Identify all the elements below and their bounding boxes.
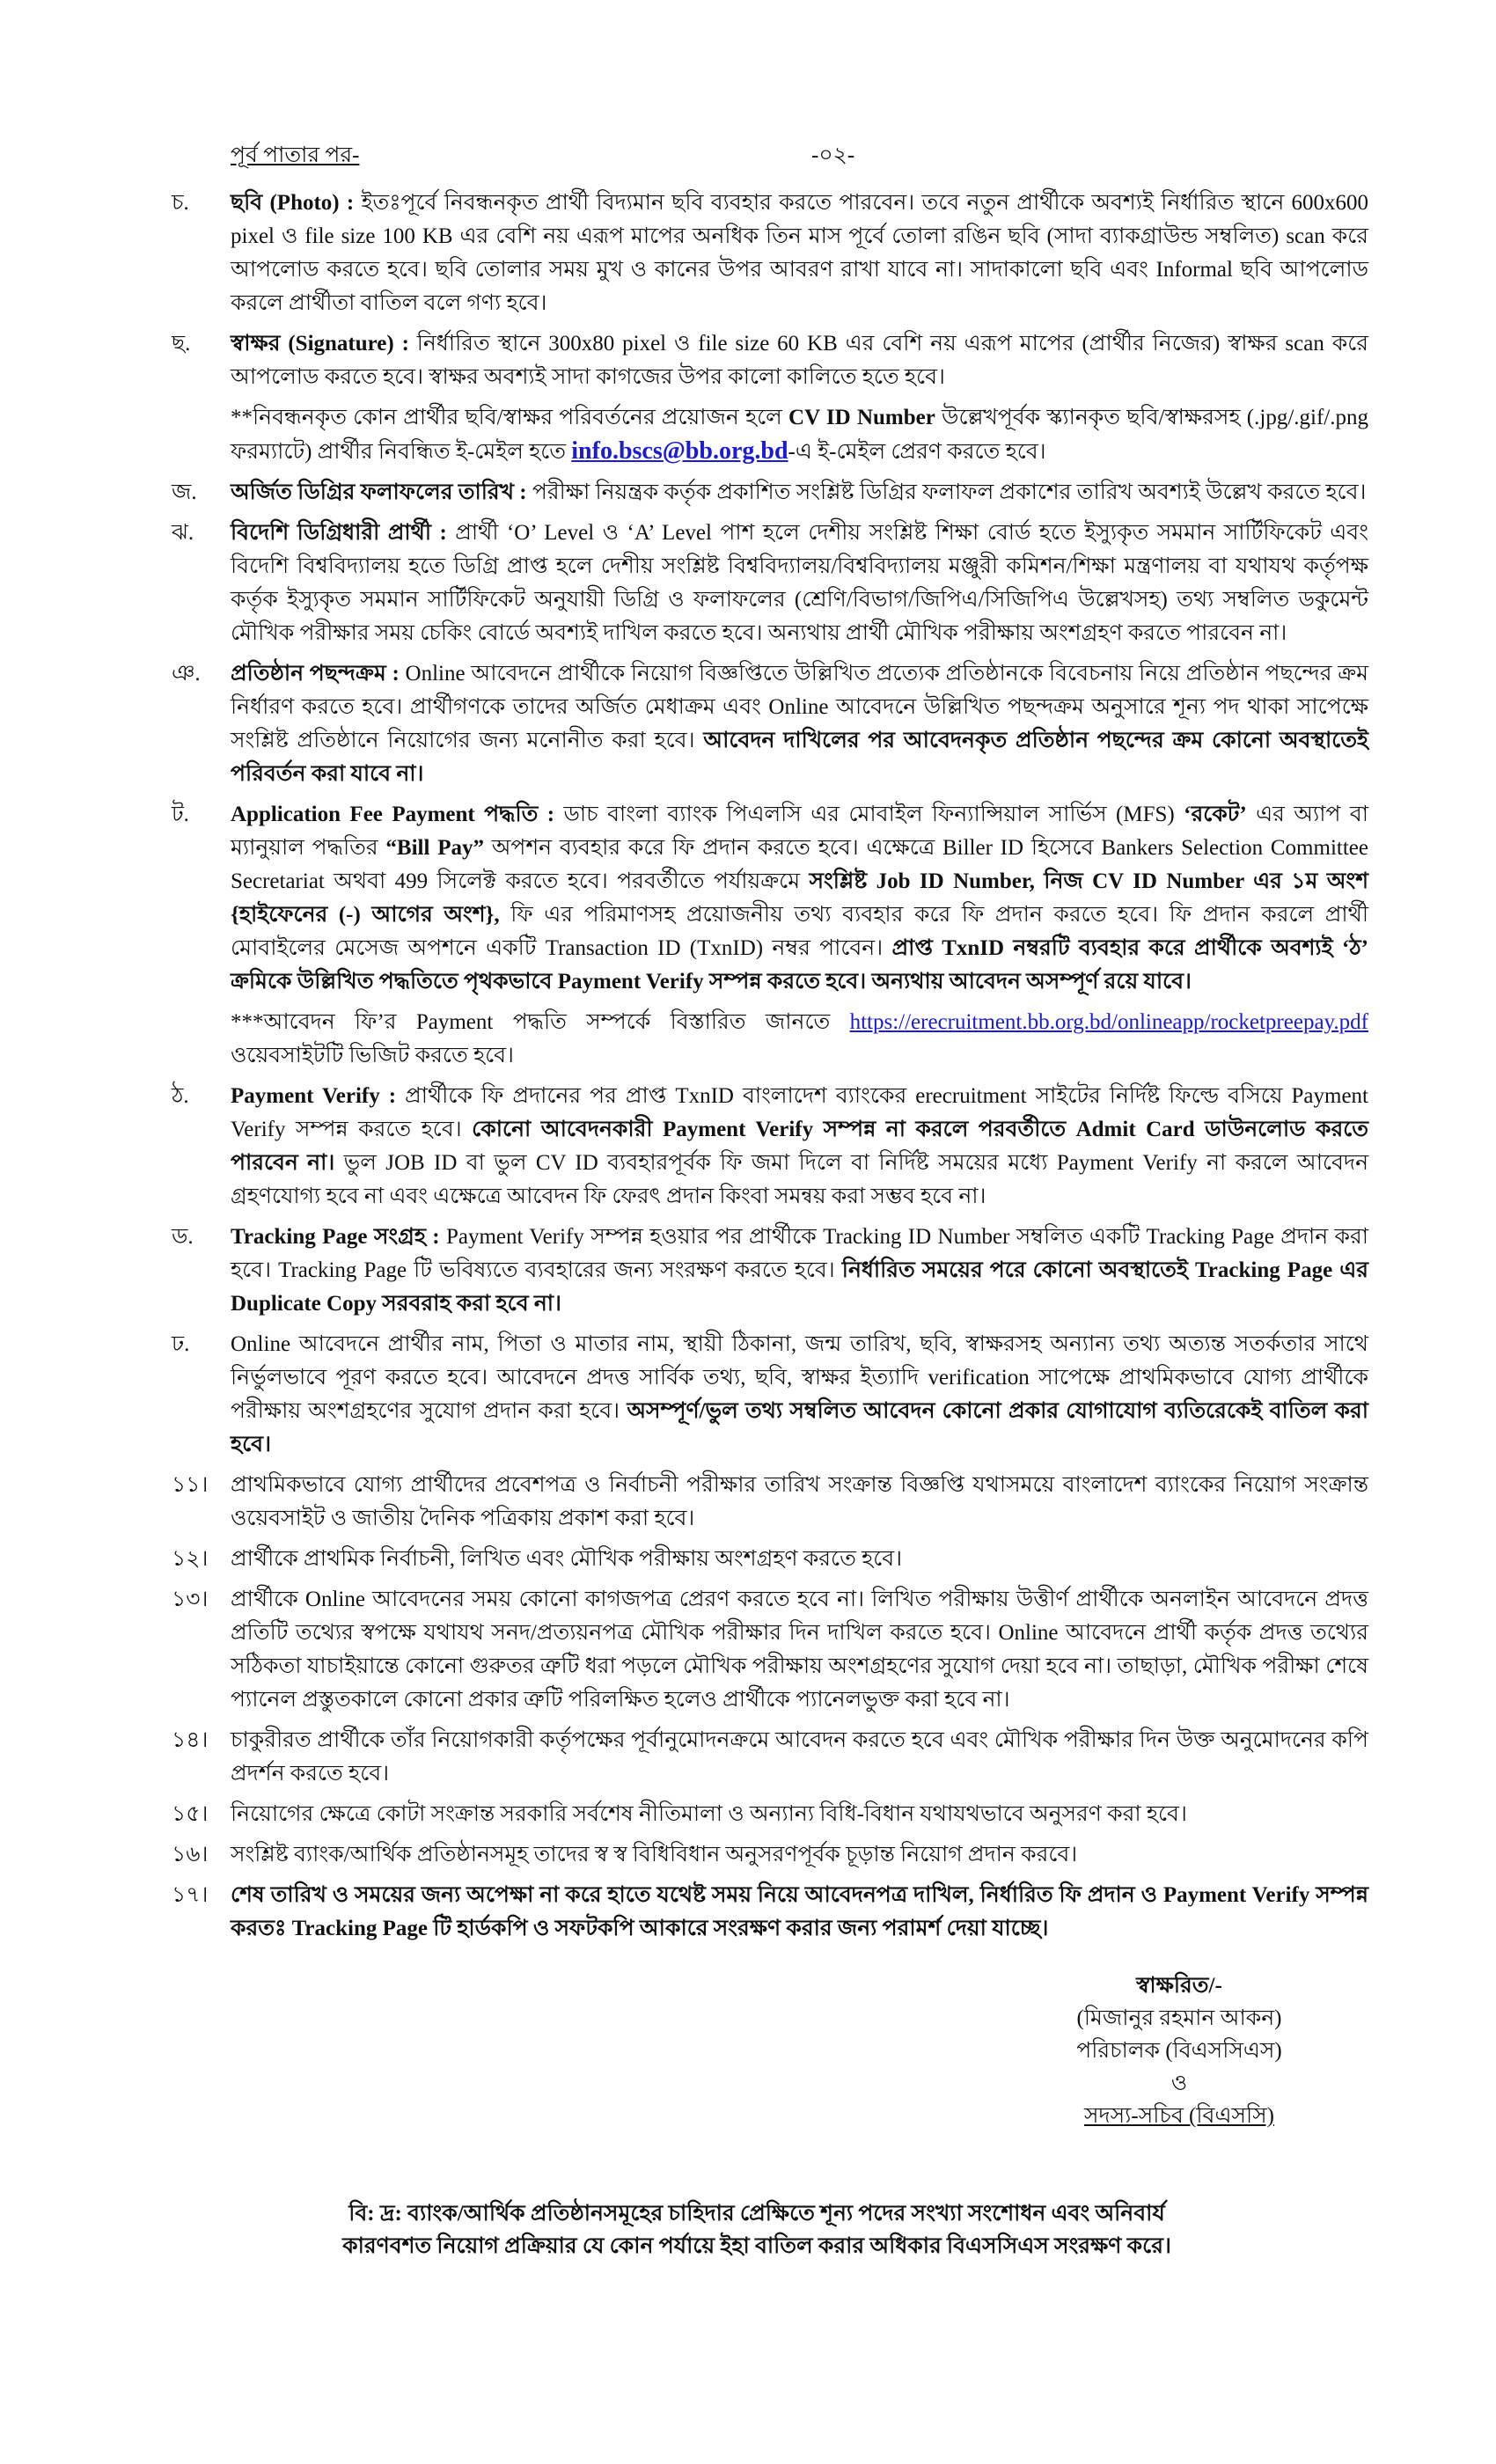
list-item — [172, 657, 1368, 791]
item-text — [231, 1080, 1368, 1214]
text-segment: ডাচ বাংলা ব্যাংক পিএলসি এর মোবাইল ফিন্যান্সিয়াল সার্ভিস (MFS) — [563, 803, 1184, 826]
bold-text: অর্জিত ডিগ্রির ফলাফলের তারিখ : — [231, 480, 532, 504]
bold-text: CV ID Number — [788, 406, 935, 429]
list-item — [172, 1221, 1368, 1321]
list-item — [172, 327, 1368, 394]
item-text — [231, 517, 1368, 650]
item-marker: ট. — [172, 803, 189, 826]
footnote-line-1: বি: দ্র: ব্যাংক/আর্থিক প্রতিষ্ঠানসমূহের চাহিদার প্রেক্ষিতে শূন্য পদের সংখ্যা সংশোধন এবং অনিবার্য — [348, 2202, 1165, 2226]
item-text — [231, 657, 1368, 791]
bold-text: আবেদন দাখিলের পর আবেদনকৃত প্রতিষ্ঠান পছন্দের ক্রম কোনো অবস্থাতেই পরিবর্তন করা যাবে না। — [231, 729, 1369, 786]
text-segment: প্রার্থী ‘O’ Level ও ‘A’ Level পাশ হলে দেশীয় সংশ্লিষ্ট শিক্ষা বোর্ড হতে ইস্যুকৃত সমমান সার্টিফিকেট এবং বিদেশি বিশ্ববিদ্যালয় হতে ডিগ্রি প্রাপ্ত হলে দেশীয় সংশ্লিষ্ট বিশ্ববিদ্যালয়/বিশ্ববিদ্যালয় মঞ্জুরী কমিশন/শিক্ষা মন্ত্রণালয় বা যথাযথ কর্তৃপক্ষ কর্তৃক ইস্যুকৃত সমমান সার্টিফিকেট অনুযায়ী ডিগ্রি ও ফলাফলের (শ্রেণি/বিভাগ/জিপিএ/সিজিপিএ উল্লেখসহ) তথ্য সম্বলিত ডকুমেন্ট মৌখিক পরীক্ষার সময় চেকিং বোর্ডে অবশ্যই দাখিল করতে হবে। অন্যথায় প্রার্থী মৌখিক পরীক্ষায় অংশগ্রহণ করতে পারবেন না। — [231, 521, 1368, 645]
text-segment: Payment Verify সম্পন্ন হওয়ার পর প্রার্থীকে Tracking ID Number সম্বলিত একটি Tracking Page প্রদান করা হবে। Tracking Page টি ভবিষ্যতে ব্যবহারের জন্য সংরক্ষণ করতে হবে। — [231, 1225, 1368, 1282]
item-marker: ড. — [172, 1225, 194, 1249]
item-marker: ১৫। — [172, 1802, 209, 1826]
list-item — [172, 517, 1368, 650]
bold-text: অসম্পূর্ণ/ভুল তথ্য সম্বলিত আবেদন কোনো প্রকার যোগাযোগ ব্যতিরেকেই বাতিল করা হবে। — [231, 1399, 1368, 1456]
bold-text: কোনো আবেদনকারী Payment Verify সম্পন্ন না করলে পরবর্তীতে Admit Card ডাউনলোড করতে পারবেন না। — [231, 1118, 1368, 1175]
list-item — [172, 1798, 1368, 1831]
document-body — [172, 187, 1368, 1953]
item-text — [231, 1328, 1368, 1462]
bold-text: Payment Verify : — [231, 1084, 406, 1108]
item-marker: চ. — [172, 191, 189, 215]
item-marker: ১৩। — [172, 1588, 209, 1611]
list-item — [172, 1543, 1368, 1576]
text-segment: Online আবেদনে প্রার্থীকে নিয়োগ বিজ্ঞপ্তিতে উল্লিখিত প্রত্যেক প্রতিষ্ঠানকে বিবেচনায় নিয়ে প্রতিষ্ঠান পছন্দের ক্রম নির্ধারণ করতে হবে। প্রার্থীগণকে তাদের অর্জিত মেধাক্রম এবং Online আবেদনে উল্লিখিত পছন্দক্রম অনুসারে শূন্য পদ থাকা সাপেক্ষে সংশ্লিষ্ট প্রতিষ্ঠানে নিয়োগের জন্য মনোনীত করা হবে। — [231, 662, 1368, 752]
item-text — [231, 1879, 1368, 1946]
item-text — [231, 1583, 1368, 1717]
item-text — [231, 1798, 1368, 1831]
signatory-title-2: সদস্য-সচিব (বিএসসি) — [1084, 2104, 1274, 2128]
text-segment: প্রাথমিকভাবে যোগ্য প্রার্থীদের প্রবেশপত্র ও নির্বাচনী পরীক্ষার তারিখ সংক্রান্ত বিজ্ঞপ্তি যথাসময়ে বাংলাদেশ ব্যাংকের নিয়োগ সংক্রান্ত ওয়েবসাইট ও জাতীয় দৈনিক পত্রিকায় প্রকাশ করা হবে। — [231, 1473, 1368, 1530]
bold-text: Application Fee Payment পদ্ধতি : — [231, 803, 564, 826]
item-text — [231, 1838, 1368, 1872]
item-marker: ১২। — [172, 1547, 209, 1571]
bold-text: নির্ধারিত সময়ের পরে কোনো অবস্থাতেই Tracking Page এর Duplicate Copy সরবরাহ করা হবে না। — [231, 1258, 1368, 1316]
item-text — [231, 1221, 1368, 1321]
text-segment: প্রার্থীকে Online আবেদনের সময় কোনো কাগজপত্র প্রেরণ করতে হবে না। লিখিত পরীক্ষায় উত্তীর্ণ প্রার্থীকে অনলাইন আবেদনে প্রদত্ত প্রতিটি তথ্যের স্বপক্ষে যথাযথ সনদ/প্রত্যয়নপত্র মৌখিক পরীক্ষার দিন দাখিল করতে হবে। Online আবেদনে প্রার্থী কর্তৃক প্রদত্ত তথ্যের সঠিকতা যাচাইয়ান্তে কোনো গুরুতর ত্রুটি ধরা পড়লে মৌখিক পরীক্ষায় অংশগ্রহণের সুযোগ দেয়া হবে না। তাছাড়া, মৌখিক পরীক্ষা শেষে প্যানেল প্রস্তুতকালে কোনো প্রকার ত্রুটি পরিলক্ষিত হলেও প্রার্থীকে প্যানেলভুক্ত করা হবে না। — [231, 1588, 1368, 1712]
bold-text: ‘রকেট’ — [1184, 803, 1247, 826]
text-segment: ***আবেদন ফি’র Payment পদ্ধতি সম্পর্কে বিস্তারিত জানতে — [231, 1010, 850, 1034]
item-marker: ঠ. — [172, 1084, 189, 1108]
bold-text: প্রাপ্ত TxnID নম্বরটি ব্যবহার করে প্রার্থীকে অবশ্যই ‘ঠ’ ক্রমিকে উল্লিখিত পদ্ধতিতে পৃথকভাবে Payment Verify সম্পন্ন করতে হবে। অন্যথায় আবেদন অসম্পূর্ণ রয়ে যাবে। — [231, 936, 1368, 994]
text-segment: ফি এর পরিমাণসহ প্রয়োজনীয় তথ্য ব্যবহার করে ফি প্রদান করতে হবে। ফি প্রদান করলে প্রার্থী মোবাইলের মেসেজ অপশনে একটি Transaction ID (TxnID) নম্বর পাবেন। — [231, 903, 1368, 960]
text-segment: পরীক্ষা নিয়ন্ত্রক কর্তৃক প্রকাশিত সংশ্লিষ্ট ডিগ্রির ফলাফল প্রকাশের তারিখ অবশ্যই উল্লেখ করতে হবে। — [532, 480, 1367, 504]
footnote — [264, 2197, 1250, 2262]
text-segment: ওয়েবসাইটটি ভিজিট করতে হবে। — [231, 1044, 515, 1067]
item-marker: ঢ. — [172, 1332, 190, 1356]
bold-text: “Bill Pay” — [385, 836, 484, 860]
item-marker: ১৬। — [172, 1843, 209, 1866]
list-item — [172, 1583, 1368, 1717]
list-item — [172, 187, 1368, 320]
signatory-name: (মিজানুর রহমান আকন) — [1076, 2006, 1282, 2030]
item-text — [231, 187, 1368, 320]
bold-text: Tracking Page সংগ্রহ : — [231, 1225, 446, 1249]
list-item — [172, 476, 1368, 510]
bold-text: বিদেশি ডিগ্রিধারী প্রার্থী : — [231, 521, 456, 545]
text-segment: প্রার্থীকে প্রাথমিক নির্বাচনী, লিখিত এবং মৌখিক পরীক্ষায় অংশগ্রহণ করতে হবে। — [231, 1547, 903, 1571]
bold-text: সংশ্লিষ্ট Job ID Number, নিজ CV ID Number এর ১ম অংশ {হাইফেনের (-) আগের অংশ}, — [231, 869, 1368, 927]
text-segment: সংশ্লিষ্ট ব্যাংক/আর্থিক প্রতিষ্ঠানসমূহ তাদের স্ব স্ব বিধিবিধান অনুসরণপূর্বক চূড়ান্ত নিয়োগ প্রদান করবে। — [231, 1843, 1078, 1866]
email-link[interactable]: info.bscs@bb.org.bd — [571, 437, 788, 465]
list-item — [172, 1080, 1368, 1214]
page-number: -০২- — [811, 143, 855, 167]
item-marker: ১৭। — [172, 1883, 209, 1907]
page-header — [231, 139, 1364, 174]
continued-label: পূর্ব পাতার পর- — [231, 143, 360, 167]
bold-text: প্রতিষ্ঠান পছন্দক্রম : — [231, 662, 406, 686]
list-item — [172, 1879, 1368, 1946]
text-segment: চাকুরীরত প্রার্থীকে তাঁর নিয়োগকারী কর্তৃপক্ষের পূর্বানুমোদনক্রমে আবেদন করতে হবে এবং মৌখিক পরীক্ষার দিন উক্ত অনুমোদনের কপি প্রদর্শন করতে হবে। — [231, 1728, 1368, 1786]
signature-block — [1021, 1969, 1338, 2132]
item-text — [231, 327, 1368, 394]
list-item — [172, 1469, 1368, 1536]
item-marker: জ. — [172, 480, 197, 504]
list-item — [172, 1724, 1368, 1791]
item-text — [231, 1724, 1368, 1791]
item-marker: ঞ. — [172, 662, 201, 686]
bold-text: শেষ তারিখ ও সময়ের জন্য অপেক্ষা না করে হাতে যথেষ্ট সময় নিয়ে আবেদনপত্র দাখিল, নির্ধারিত ফি প্রদান ও Payment Verify সম্পন্ন করতঃ Tracking Page টি হার্ডকপি ও সফটকপি আকারে সংরক্ষণ করার জন্য পরামর্শ দেয়া যাচ্ছে। — [231, 1883, 1368, 1940]
note-paragraph — [231, 1006, 1368, 1073]
text-segment: **নিবন্ধনকৃত কোন প্রার্থীর ছবি/স্বাক্ষর পরিবর্তনের প্রয়োজন হলে — [231, 406, 789, 429]
text-segment: ভুল JOB ID বা ভুল CV ID ব্যবহারপূর্বক ফি জমা দিলে বা নির্দিষ্ট সময়ের মধ্যে Payment Verify না করলে আবেদন গ্রহণযোগ্য হবে না এবং এক্ষেত্রে আবেদন ফি ফেরৎ প্রদান কিংবা সমন্বয় করা সম্ভব হবে না। — [231, 1151, 1368, 1208]
payment-guide-link[interactable]: https://erecruitment.bb.org.bd/onlineapp/rocketpreepay.pdf — [849, 1010, 1368, 1034]
item-text — [231, 798, 1368, 999]
note-paragraph — [231, 401, 1368, 469]
list-item — [172, 798, 1368, 999]
text-segment: Online আবেদনে প্রার্থীর নাম, পিতা ও মাতার নাম, স্থায়ী ঠিকানা, জন্ম তারিখ, ছবি, স্বাক্ষরসহ অন্যান্য তথ্য অত্যন্ত সতর্কতার সাথে নির্ভুলভাবে পূরণ করতে হবে। আবেদনে প্রদত্ত সার্বিক তথ্য, ছবি, স্বাক্ষর ইত্যাদি verification সাপেক্ষে প্রাথমিকভাবে যোগ্য প্রার্থীকে পরীক্ষায় অংশগ্রহণের সুযোগ প্রদান করা হবে। — [231, 1332, 1368, 1423]
text-segment: অপশন ব্যবহার করে ফি প্রদান করতে হবে। এক্ষেত্রে Biller ID হিসেবে Bankers Selection Committee Secretariat অথবা 499 সিলেক্ট করতে হবে। পরবর্তীতে পর্যায়ক্রমে — [231, 836, 1368, 893]
signed-label: স্বাক্ষরিত/- — [1136, 1974, 1222, 1998]
list-item — [172, 1328, 1368, 1462]
bold-text: ছবি (Photo) : — [231, 191, 362, 215]
text-segment: প্রার্থীকে ফি প্রদানের পর প্রাপ্ত TxnID বাংলাদেশ ব্যাংকের erecruitment সাইটের নির্দিষ্ট ফিল্ডে বসিয়ে Payment Verify সম্পন্ন করতে হবে। — [231, 1084, 1368, 1141]
signatory-title-1: পরিচালক (বিএসসিএস) — [1076, 2039, 1282, 2063]
text-segment: নিয়োগের ক্ষেত্রে কোটা সংক্রান্ত সরকারি সর্বশেষ নীতিমালা ও অন্যান্য বিধি-বিধান যথাযথভাবে অনুসরণ করা হবে। — [231, 1802, 1187, 1826]
text-segment: নির্ধারিত স্থানে 300x80 pixel ও file size 60 KB এর বেশি নয় এরূপ মাপের (প্রার্থীর নিজের) স্বাক্ষর scan করে আপলোড করতে হবে। স্বাক্ষর অবশ্যই সাদা কাগজের উপর কালো কালিতে হতে হবে। — [231, 332, 1368, 389]
bold-text: স্বাক্ষর (Signature) : — [231, 332, 417, 356]
item-marker: ছ. — [172, 332, 191, 356]
text-segment: এর অ্যাপ বা ম্যানুয়াল পদ্ধতির — [231, 803, 1368, 860]
text-segment: -এ ই-মেইল প্রেরণ করতে হবে। — [788, 440, 1046, 464]
item-marker: ১১। — [172, 1473, 209, 1497]
signatory-and: ও — [1170, 2072, 1188, 2095]
item-text — [231, 476, 1368, 510]
footnote-line-2: কারণবশত নিয়োগ প্রক্রিয়ার যে কোন পর্যায়ে ইহা বাতিল করার অধিকার বিএসসিএস সংরক্ষণ করে। — [342, 2234, 1171, 2258]
item-text — [231, 1543, 1368, 1576]
item-marker: ১৪। — [172, 1728, 209, 1752]
list-item — [172, 1838, 1368, 1872]
text-segment: উল্লেখপূর্বক স্ক্যানকৃত ছবি/স্বাক্ষরসহ (.jpg/.gif/.png ফরম্যাটে) প্রার্থীর নিবন্ধিত ই-মেইল হতে — [231, 406, 1368, 464]
item-text — [231, 1469, 1368, 1536]
item-marker: ঝ. — [172, 521, 194, 545]
text-segment: ইতঃপূর্বে নিবন্ধনকৃত প্রার্থী বিদ্যমান ছবি ব্যবহার করতে পারবেন। তবে নতুন প্রার্থীকে অবশ্যই নির্ধারিত স্থানে 600x600 pixel ও file size 100 KB এর বেশি নয় এরূপ মাপের অনধিক তিন মাস পূর্বে তোলা রঙিন ছবি (সাদা ব্যাকগ্রাউন্ড সম্বলিত) scan করে আপলোড করতে হবে। ছবি তোলার সময় মুখ ও কানের উপর আবরণ রাখা যাবে না। সাদাকালো ছবি এবং Informal ছবি আপলোড করলে প্রার্থীতা বাতিল বলে গণ্য হবে। — [231, 191, 1368, 315]
